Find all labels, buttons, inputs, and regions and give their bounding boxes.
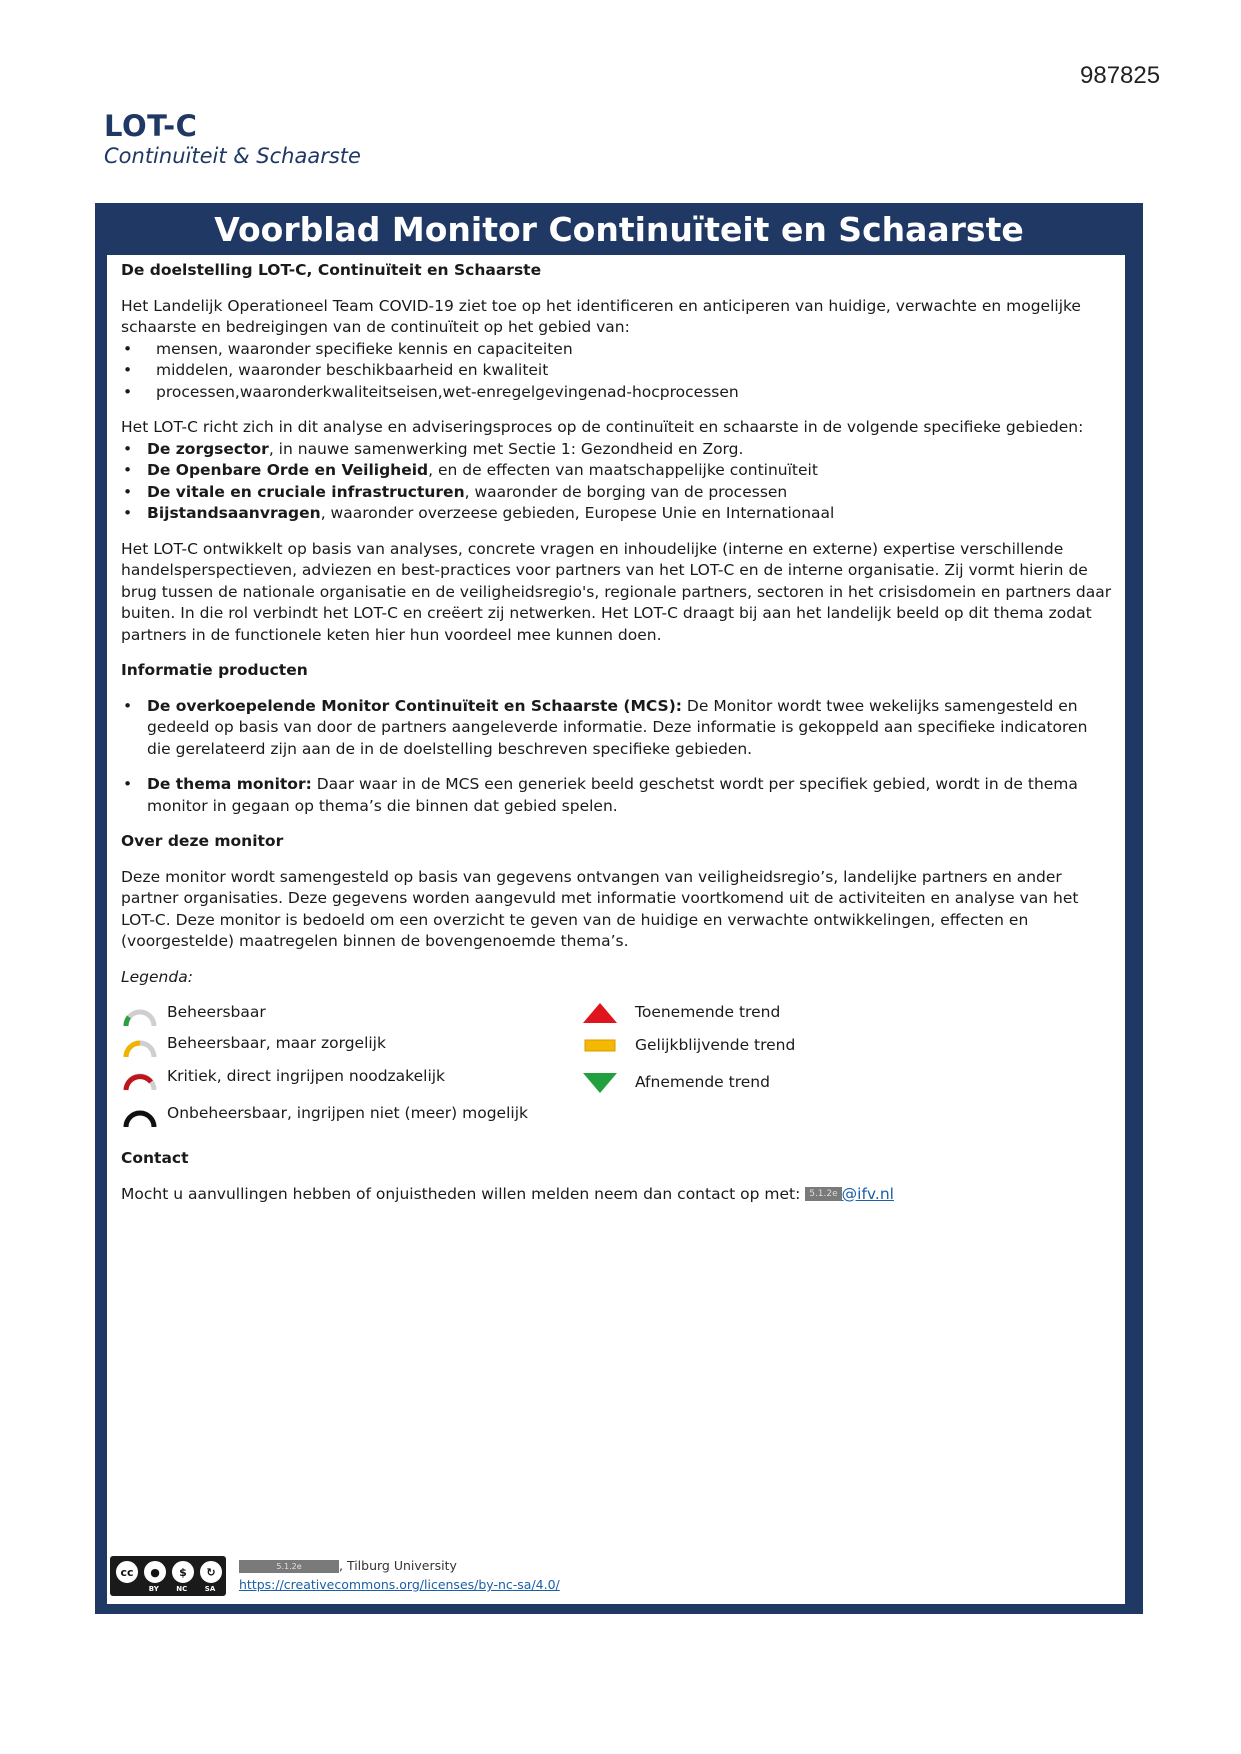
doel-paragraph: Het LOT-C ontwikkelt op basis van analyses, concrete vragen en inhoudelijke (interne en externe) expertise verschillende handelsperspectieven, adviezen en best-practices voor partners van het LOT-C en de interne organisatie. Zij vormt hierin de brug tussen de nationale organisatie en de veiligheidsregio's, regionale partners, sectoren in het crisisdomein en partners daar buiten. In die rol verbindt het LOT-C en creëert zij netwerken. Het LOT-C draagt bij aan het landelijk beeld op dit thema zodat partners in de functionele keten hier hun voordeel mee kunnen doen.: [121, 539, 1112, 644]
legend-status-item: [121, 1060, 445, 1094]
focus-list: [121, 439, 1113, 525]
doel-intro: Het Landelijk Operationeel Team COVID-19 ziet toe op het identificeren en anticiperen van huidige, verwachte en mogelijke schaarste en bedreigingen van de continuïteit op het gebied van:: [121, 296, 1081, 336]
heading-over-deze-monitor: Over deze monitor: [121, 832, 284, 850]
gauge-green-icon: [121, 998, 159, 1028]
contact-sentence: Mocht u aanvullingen hebben of onjuistheden willen melden neem dan contact op met:: [121, 1184, 806, 1203]
list-item: • mensen, waaronder specifieke kennis en capaciteiten: [121, 339, 1113, 361]
redaction-box: 5.1.2e: [239, 1560, 339, 1573]
cc-badge-labels: [140, 1585, 224, 1593]
legend-label: Kritiek, direct ingrijpen noodzakelijk: [167, 1067, 446, 1086]
product-bold: De overkoepelende Monitor Continuïteit en Schaarste (MCS):: [147, 696, 682, 715]
by-icon: ●: [142, 1559, 168, 1585]
badge-label: BY: [148, 1585, 159, 1593]
legend-trend-item: [581, 996, 780, 1030]
focus-bold: De vitale en cruciale infrastructuren: [147, 482, 465, 501]
badge-label: NC: [176, 1585, 188, 1593]
legend-trend-item: [581, 1066, 770, 1100]
brand-header: [104, 110, 361, 170]
list-item: [121, 503, 1113, 525]
focus-intro: Het LOT-C richt zich in dit analyse en adviseringsproces op de continuïteit en schaarste in de volgende specifieke gebieden:: [121, 418, 1084, 436]
footer-attribution: [239, 1556, 560, 1575]
list-item: [121, 774, 1113, 817]
gauge-red-icon: [121, 1062, 159, 1092]
product-bold: De thema monitor:: [147, 775, 312, 793]
triangle-down-icon: [581, 1071, 619, 1095]
license-link[interactable]: https://creativecommons.org/licenses/by-nc-sa/4.0/: [239, 1577, 560, 1592]
gauge-black-icon: [121, 1099, 159, 1129]
product-text: Daar waar in de MCS een generiek beeld geschetst wordt per specifiek gebied, wordt in de thema monitor in gegaan op thema’s die binnen dat gebied spelen.: [147, 775, 1078, 815]
legend-status-item: [121, 1097, 528, 1131]
nc-icon: $: [170, 1559, 196, 1585]
over-text: Deze monitor wordt samengesteld op basis van gegevens ontvangen van veiligheidsregio’s, landelijke partners en ander partner organisaties. Deze gegevens worden aangevuld met informatie voortkomend uit de activiteiten en analyse van het LOT-C. Deze monitor is bedoeld om een overzicht te geven van de huidige en verwachte ontwikkelingen, effecten en (voorgestelde) maatregelen binnen de bovengenoemde thema’s.: [121, 867, 1079, 950]
focus-bold: Bijstandsaanvragen: [147, 504, 321, 522]
list-item: [121, 696, 1113, 761]
badge-label: SA: [204, 1585, 216, 1593]
heading-contact: Contact: [121, 1149, 189, 1167]
brand-title: LOT-C: [104, 109, 198, 143]
doel-list: [121, 339, 1113, 404]
list-item: • middelen, waaronder beschikbaarheid en kwaliteit: [121, 360, 1113, 382]
redaction-box: 5.1.2e: [805, 1187, 841, 1201]
frame-title: Voorblad Monitor Continuïteit en Schaarste: [214, 210, 1024, 249]
legend-label: Afnemende trend: [635, 1073, 770, 1092]
product-text: De Monitor wordt twee wekelijks samengesteld en gedeeld op basis van door de partners aangeleverde informatie. Deze informatie is gekoppeld aan specifieke indicatoren die gerelateerd zijn aan de in de doelstelling beschreven specifieke gebieden.: [147, 696, 1088, 758]
legend-status-item: [121, 1027, 386, 1061]
legend-label: Beheersbaar, maar zorgelijk: [167, 1034, 386, 1053]
list-item: [121, 460, 1113, 482]
focus-text: , en de effecten van maatschappelijke continuïteit: [428, 461, 818, 479]
content: [121, 260, 1113, 1205]
legenda-title: Legenda:: [121, 967, 193, 986]
contact-text: [121, 1184, 1113, 1206]
list-item: [121, 439, 1113, 461]
triangle-up-icon: [581, 1001, 619, 1025]
focus-bold: De zorgsector: [147, 439, 269, 458]
focus-text: , waaronder overzeese gebieden, Europese Unie en Internationaal: [320, 504, 835, 522]
legend-label: Toenemende trend: [635, 1003, 781, 1022]
list-item: [121, 482, 1113, 504]
cc-icon: cc: [114, 1559, 140, 1585]
producten-list: [121, 696, 1113, 818]
gauge-orange-icon: [121, 1029, 159, 1059]
focus-text: , in nauwe samenwerking met Sectie 1: Gezondheid en Zorg.: [268, 439, 744, 458]
legend: [121, 996, 1113, 1136]
heading-informatie-producten: Informatie producten: [121, 661, 308, 679]
document-id: 987825: [1080, 62, 1161, 89]
legend-label: Onbeheersbaar, ingrijpen niet (meer) mogelijk: [167, 1104, 528, 1123]
legend-label: Gelijkblijvende trend: [635, 1036, 796, 1055]
legend-trend-item: [581, 1029, 795, 1063]
sa-icon: ↻: [198, 1559, 224, 1585]
brand-subtitle: Continuïteit & Schaarste: [104, 144, 361, 168]
bar-equal-icon: [581, 1034, 619, 1058]
focus-text: , waaronder de borging van de processen: [464, 482, 788, 501]
heading-doelstelling: De doelstelling LOT-C, Continuïteit en Schaarste: [121, 261, 542, 279]
footer-text: [239, 1556, 560, 1594]
legend-label: Beheersbaar: [167, 1003, 266, 1022]
contact-email-link[interactable]: @ifv.nl: [841, 1184, 894, 1203]
focus-bold: De Openbare Orde en Veiligheid: [147, 461, 429, 479]
legend-status-item: [121, 996, 266, 1030]
cc-icon-row: [114, 1559, 224, 1585]
footer: [110, 1556, 810, 1598]
cc-license-badge[interactable]: [110, 1556, 226, 1596]
list-item: • processen,waaronderkwaliteitseisen,wet-enregelgevingenad-hocprocessen: [121, 382, 1113, 404]
footer-org: , Tilburg University: [339, 1558, 457, 1573]
